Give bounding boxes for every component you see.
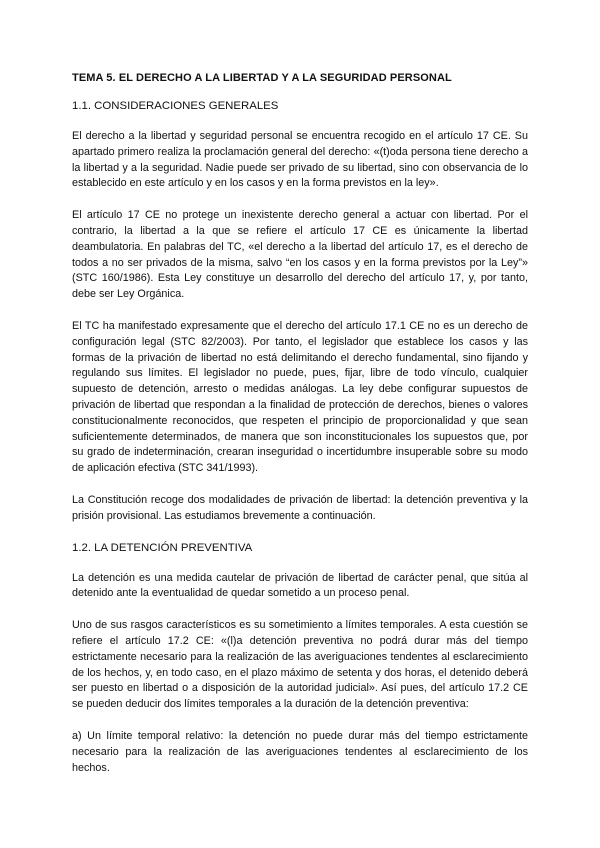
document-title: TEMA 5. EL DERECHO A LA LIBERTAD Y A LA SEGURIDAD PERSONAL [72,72,452,84]
paragraph: La Constitución recoge dos modalidades de privación de libertad: la detención preventiva y la prisión provisional. Las estudiamos brevemente a continuación. [72,493,528,522]
paragraph: La detención es una medida cautelar de privación de libertad de carácter penal, que sitúa al detenido ante la eventualidad de quedar sometido a un proceso penal. [72,571,528,600]
paragraph: El artículo 17 CE no protege un inexistente derecho general a actuar con libertad. Por el contrario, la libertad a la que se refiere el artículo 17 CE es únicamente la libertad deambulatoria. En palabras del TC, «el derecho a la libertad del artículo 17, es el derecho de todos a no ser privados de la misma, salvo “en los casos y en la forma previstos por la Ley”» (STC 160/1986). Esta Ley constituye un desarrollo del derecho del artículo 17, y, por tanto, debe ser Ley Orgánica. [72,209,528,301]
paragraph: El derecho a la libertad y seguridad personal se encuentra recogido en el artículo 17 CE. Su apartado primero realiza la proclamación general del derecho: «(t)oda persona tiene derecho a la libertad y a la seguridad. Nadie puede ser privado de su libertad, sino con observancia de lo establecido en este artículo y en los casos y en la forma previstos en la ley». [72,130,528,190]
paragraph: Uno de sus rasgos característicos es su sometimiento a límites temporales. A esta cuestión se refiere el artículo 17.2 CE: «(l)a detención preventiva no podrá durar más del tiempo estrictamente necesario para la realización de las averiguaciones tendentes al esclarecimiento de los hechos, y, en todo caso, en el plazo máximo de setenta y dos horas, el detenido deberá ser puesto en libertad o a disposición de la autoridad judicial». Así pues, del artículo 17.2 CE se pueden deducir dos límites temporales a la duración de la detención preventiva: [72,619,528,711]
paragraph: a) Un límite temporal relativo: la detención no puede durar más del tiempo estrictamente necesario para la realización de las averiguaciones tendentes al esclarecimiento de los hechos. [72,729,528,774]
section-heading-consideraciones: 1.1. CONSIDERACIONES GENERALES [72,100,279,112]
section-heading-detencion: 1.2. LA DETENCIÓN PREVENTIVA [72,541,253,554]
paragraph: El TC ha manifestado expresamente que el derecho del artículo 17.1 CE no es un derecho de configuración legal (STC 82/2003). Por tanto, el legislador que establece los casos y las formas de la privación de libertad no está delimitando el derecho fundamental, sino fijando y regulando sus límites. El legislador no puede, pues, fijar, libre de todo vínculo, cualquier supuesto de detención, arresto o medidas análogas. La ley debe configurar supuestos de privación de libertad que respondan a la finalidad de protección de derechos, bienes o valores constitucionalmente reconocidos, que respeten el principio de proporcionalidad y que sean suficientemente determinados, de manera que son inconstitucionales los supuestos que, por su grado de indeterminación, crearan inseguridad o incertidumbre insuperable sobre su modo de aplicación efectiva (STC 341/1993). [72,319,528,475]
